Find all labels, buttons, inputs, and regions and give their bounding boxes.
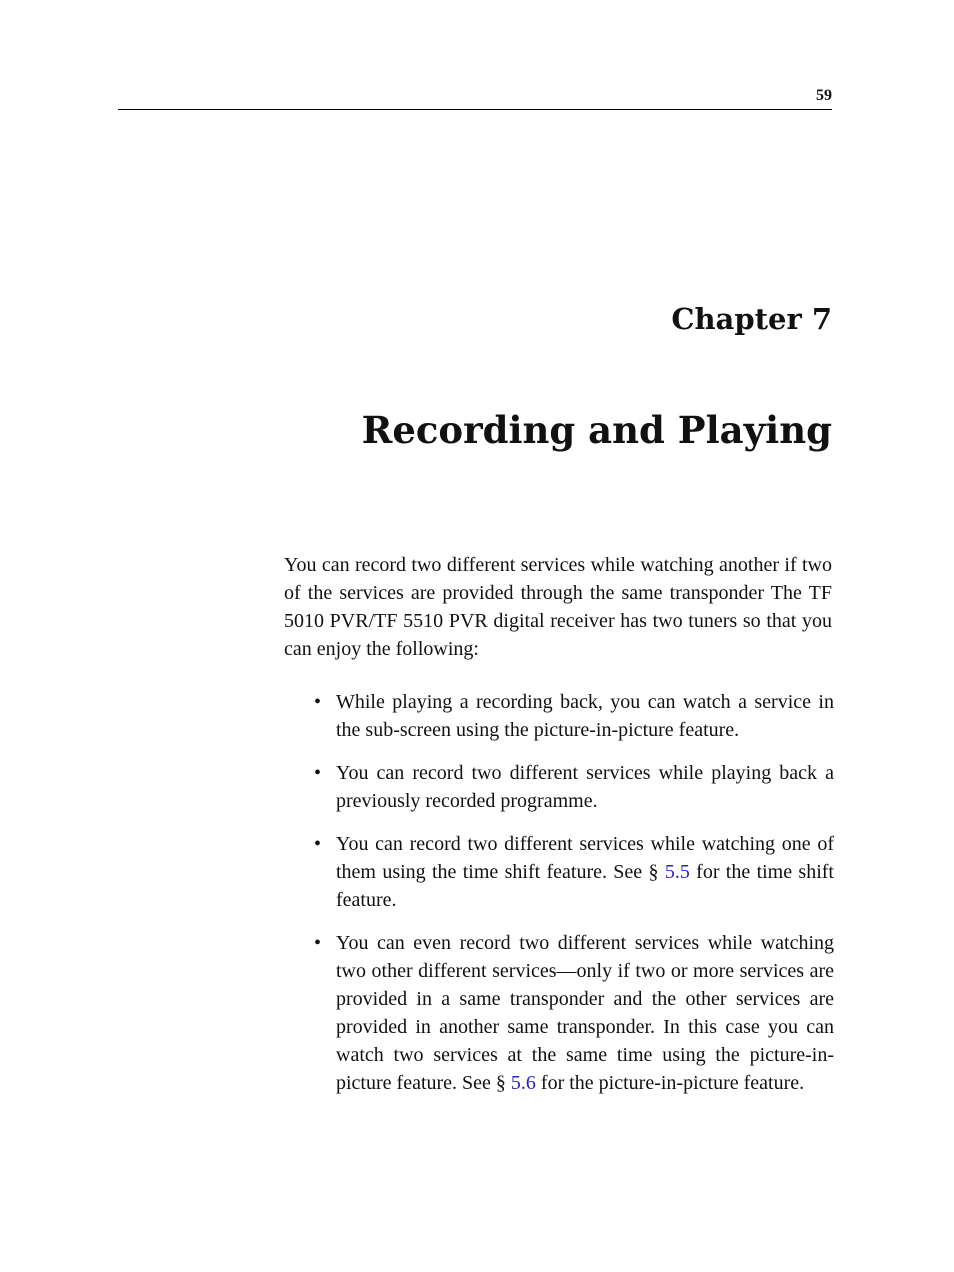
page-number: 59 <box>816 87 832 104</box>
chapter-title: Recording and Playing <box>361 408 832 452</box>
list-item-text-before: You can record two different services while watching one of them using the time shift feature. See § <box>336 833 834 883</box>
bullet-icon: • <box>314 833 322 855</box>
list-item-text: You can record two different services while playing back a previously recorded programme. <box>336 762 834 812</box>
intro-paragraph: You can record two different services while watching another if two of the services are provided through the same transponder The TF 5010 PVR/TF 5510 PVR digital receiver has two tuners so that you can enjoy the following: <box>284 554 832 660</box>
bullet-icon: • <box>314 762 322 784</box>
list-item <box>314 759 834 815</box>
list-item <box>314 688 834 744</box>
list-item-text-after: for the picture-in-picture feature. <box>535 1072 805 1094</box>
list-item <box>314 830 834 914</box>
list-item-text-before: You can even record two different services while watching two other different services—only if two or more services are provided in a same transponder and the other services are provided in another same transponder. In this case you can watch two services at the same time using the picture-in-picture feature. See § <box>336 932 834 1094</box>
section-ref-link-5-6[interactable]: 5.6 <box>510 1072 536 1094</box>
bullet-icon: • <box>314 691 322 713</box>
bullet-icon: • <box>314 932 322 954</box>
list-item-text-after: for the time shift feature. <box>336 861 834 911</box>
list-item-text: While playing a recording back, you can watch a service in the sub-screen using the picture-in-picture feature. <box>336 691 834 741</box>
chapter-label: Chapter 7 <box>671 302 832 336</box>
header-rule <box>118 109 832 110</box>
feature-list <box>314 688 834 1112</box>
list-item <box>314 929 834 1097</box>
section-ref-link-5-5[interactable]: 5.5 <box>664 861 690 883</box>
